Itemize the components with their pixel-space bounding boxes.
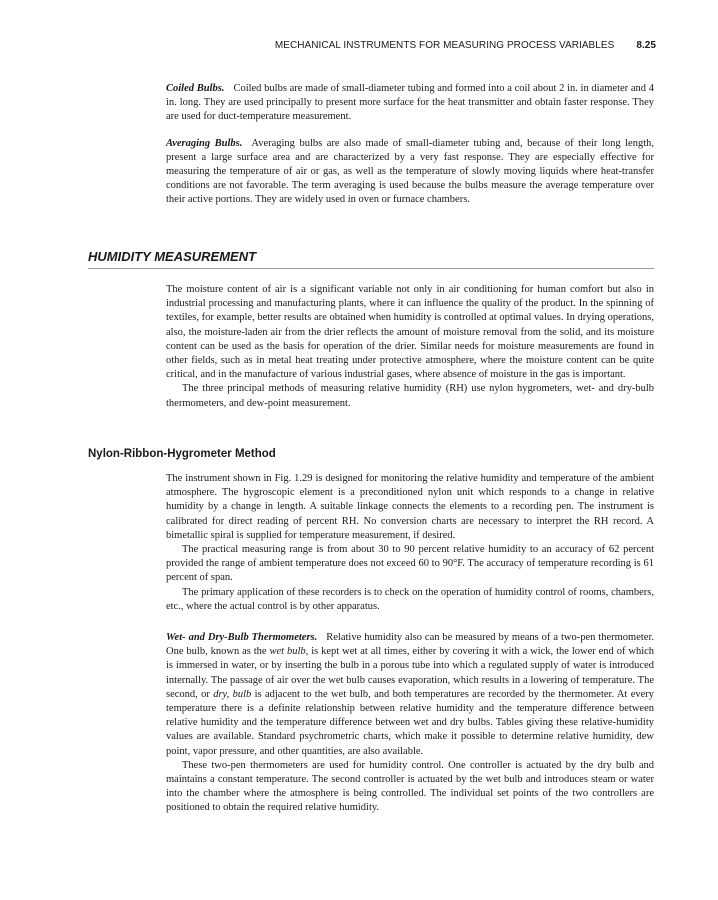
wet-dry-block <box>166 631 654 816</box>
page-number: 8.25 <box>636 40 656 51</box>
averaging-bulbs-text: Averaging bulbs are also made of small-diameter tubing and, because of their long length, present a large surface area and are characterized by a very fast response. They are especially effective for measuring the temperature of air or gas, as well as the temperature of slowly moving liquids where heat-transfer conditions are not favorable. The term averaging is used because the bulbs measure the average temperature over their active portions. They are widely used in oven or furnace chambers. <box>166 137 655 206</box>
bulbs-block <box>166 82 654 208</box>
wet-bulb-term: wet bulb, <box>269 646 309 658</box>
wet-dry-paragraph: These two-pen thermometers are used for humidity control. One controller is actuated by the dry bulb and maintains a constant temperature. The second controller is actuated by the wet bulb and introduces steam or water into the chamber where the atmosphere is being controlled. The individual set points of the two controllers are positioned to obtain the required relative humidity. <box>166 759 654 814</box>
coiled-bulbs-title: Coiled Bulbs. <box>166 83 225 94</box>
nylon-block <box>166 472 654 614</box>
averaging-bulbs-paragraph <box>166 137 654 208</box>
wet-dry-text: Relative humidity also can be measured by means of a two-pen thermometer. One bulb, known as the <box>166 632 654 658</box>
humidity-measurement-heading: HUMIDITY MEASUREMENT <box>88 249 654 269</box>
wet-dry-title: Wet- and Dry-Bulb Thermometers. <box>166 632 318 643</box>
humidity-block <box>166 283 654 411</box>
averaging-bulbs-title: Averaging Bulbs. <box>166 137 243 149</box>
wet-dry-paragraph <box>166 631 654 759</box>
wet-dry-text: is adjacent to the wet bulb, and both temperatures are recorded by the thermometer. At every temperature there is a definite relationship between relative humidity and the temperature difference between relative humidity and the temperature difference between wet and dry bulbs. Tables giving these relative-humidity values are available. Standard psychrometric charts, which make it possible to determine relative humidity, dew point, vapor pressure, and other quantities, are also available. <box>166 688 655 757</box>
nylon-paragraph: The practical measuring range is from about 30 to 90 percent relative humidity to an accuracy of 62 percent provided the range of ambient temperature does not exceed 60 to 90°F. The accuracy of temperature recording is 61 percent of span. <box>166 544 654 584</box>
running-header <box>0 40 656 51</box>
humidity-paragraph: The moisture content of air is a significant variable not only in air conditioning for human comfort but also in industrial processing and manufacturing plants, where it can influence the quality of the product. In the spinning of textiles, for example, better results are obtained when humidity is controlled at optimal values. In drying operations, also, the moisture-laden air from the drier reflects the amount of moisture removal from the solid, and its moisture content can be used as the basis for operation of the drier. Similar needs for moisture measurements are found in other fields, such as in metal heat treating under protective atmosphere, where the moisture content can be quite critical, and in the manufacture of various industrial gases, where absence of moisture in the gas is important. <box>166 284 654 381</box>
nylon-ribbon-heading: Nylon-Ribbon-Hygrometer Method <box>88 448 276 460</box>
humidity-paragraph: The three principal methods of measuring relative humidity (RH) use nylon hygrometers, wet- and dry-bulb thermometers, and dew-point measurement. <box>166 383 654 409</box>
nylon-paragraph: The primary application of these recorders is to check on the operation of humidity control of rooms, chambers, etc., where the actual control is by other apparatus. <box>166 586 654 612</box>
dry-bulb-term: dry, bulb <box>213 688 252 700</box>
nylon-paragraph: The instrument shown in Fig. 1.29 is designed for monitoring the relative humidity and temperature of the ambient atmosphere. The hygroscopic element is a preconditioned nylon unit which responds to a change in relative humidity by a change in length. A suitable linkage connects the elements to a recording pen. The instrument is calibrated for direct reading of percent RH. No conversion charts are necessary to interpret the RH record. A bimetallic spiral is supplied for temperature measurement, if desired. <box>166 473 654 541</box>
coiled-bulbs-paragraph <box>166 82 654 125</box>
wet-dry-text: is kept wet at all times, either by covering it with a wick, the lower end of which is immersed in water, or by inserting the bulb in a porous tube into which a regulated supply of water is introduced internally. The passage of air over the wet bulb causes evaporation, which results in a lowering of temperature. The second, or <box>166 646 655 700</box>
coiled-bulbs-text: Coiled bulbs are made of small-diameter tubing and formed into a coil about 2 in. in diameter and 4 in. long. They are used principally to present more surface for the heat transmitter and obtain faster response. They are used for duct-temperature measurement. <box>166 83 654 123</box>
running-title: MECHANICAL INSTRUMENTS FOR MEASURING PROCESS VARIABLES <box>274 40 615 51</box>
